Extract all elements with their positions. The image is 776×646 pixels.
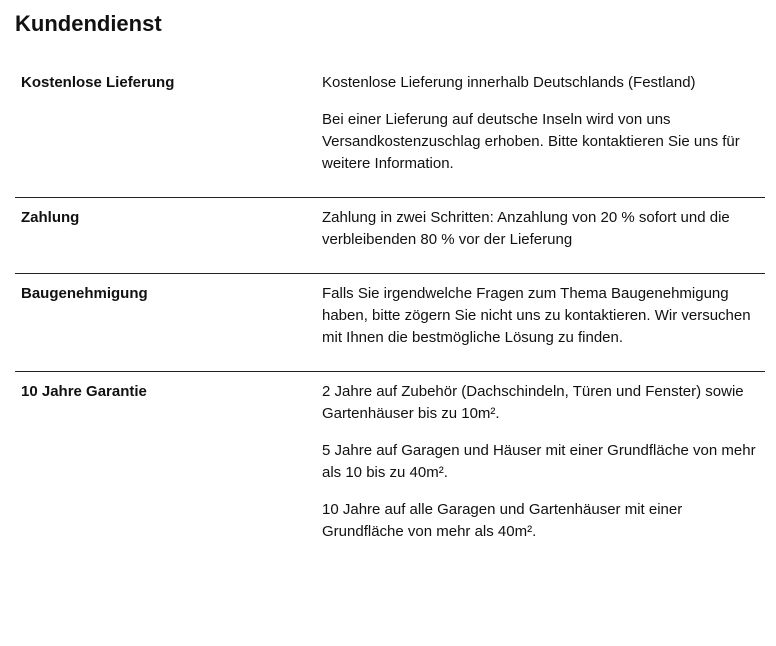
row-content: [316, 207, 765, 251]
info-row-baugenehmigung: [15, 274, 765, 372]
row-paragraph: 10 Jahre auf alle Garagen und Gartenhäuser mit einer Grundfläche von mehr als 40m².: [322, 501, 683, 540]
row-paragraph: 2 Jahre auf Zubehör (Dachschindeln, Türen und Fenster) sowie Gartenhäuser bis zu 10m².: [322, 383, 744, 422]
row-label: Zahlung: [21, 209, 80, 226]
row-paragraph: Kostenlose Lieferung innerhalb Deutschlands (Festland): [322, 74, 696, 91]
row-content: [316, 283, 765, 349]
row-paragraph: 5 Jahre auf Garagen und Häuser mit einer Grundfläche von mehr als 10 bis zu 40m².: [322, 442, 756, 481]
info-row-kostenlose-lieferung: [15, 72, 765, 198]
info-table: [15, 72, 765, 565]
row-paragraph: Bei einer Lieferung auf deutsche Inseln wird von uns Versandkostenzuschlag erhoben. Bitte kontaktieren Sie uns für weitere Information.: [322, 111, 740, 172]
row-label: 10 Jahre Garantie: [21, 383, 147, 400]
row-label: Baugenehmigung: [21, 285, 148, 302]
row-content: [316, 381, 765, 543]
page-title: Kundendienst: [15, 11, 162, 36]
info-row-garantie: [15, 372, 765, 565]
row-label: Kostenlose Lieferung: [21, 74, 175, 91]
info-row-zahlung: [15, 198, 765, 274]
row-content: [316, 72, 765, 175]
row-paragraph: Zahlung in zwei Schritten: Anzahlung von 20 % sofort und die verbleibenden 80 % vor der Lieferung: [322, 209, 730, 248]
row-paragraph: Falls Sie irgendwelche Fragen zum Thema Baugenehmigung haben, bitte zögern Sie nicht uns zu kontaktieren. Wir versuchen mit Ihnen die bestmögliche Lösung zu finden.: [322, 285, 751, 346]
